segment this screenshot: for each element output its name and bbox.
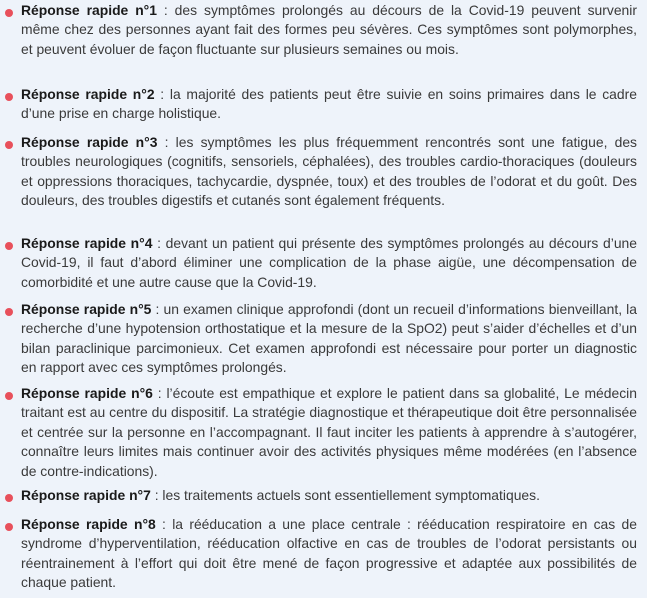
bullet-dot-icon xyxy=(5,141,13,149)
item-text: : la rééducation a une place centrale : rééducation respiratoire en cas de syndrome d’hyperventilation, rééducation olfactive en cas de troubles de l’odorat persistants ou réentrainement à l’effort qui doit être mené de façon progressive et adaptée aux possibilités de chaque patient. xyxy=(21,516,637,591)
bullet-dot-icon xyxy=(5,93,13,101)
bullet-dot-icon xyxy=(5,242,13,250)
item-label: Réponse rapide n°1 xyxy=(21,2,157,18)
item-label: Réponse rapide n°4 xyxy=(21,235,153,251)
bullet-dot-icon xyxy=(5,494,13,502)
item-paragraph xyxy=(21,85,637,124)
item-text: : devant un patient qui présente des symptômes prolongés au décours d’une Covid-19, il faut d’abord éliminer une complication de la phase aigüe, une décompensation de comorbidité et une autre cause que la Covid-19. xyxy=(21,235,637,290)
item-label: Réponse rapide n°5 xyxy=(21,301,152,317)
item-text: : un examen clinique approfondi (dont un recueil d’informations bienveillant, la recherche d’une hypotension orthostatique et la mesure de la SpO2) peut s’aider d’échelles et d’un bilan paraclinique parcimonieux. Cet examen approfondi est nécessaire pour porter un diagnostic en rapport avec ces symptômes prolongés. xyxy=(21,301,637,376)
item-label: Réponse rapide n°3 xyxy=(21,134,158,150)
bullet-dot-icon xyxy=(5,9,13,17)
item-text: : l’écoute est empathique et explore le patient dans sa globalité, Le médecin traitant est au centre du dispositif. La stratégie diagnostique et thérapeutique doit être personnalisée et centrée sur la personne en l’accompagnant. Il faut inciter les patients à apprendre à s’autogérer, connaître leurs limites mais continuer avoir des activités physiques même modérées (en l’absence de contre-indications). xyxy=(21,385,637,479)
bullet-dot-icon xyxy=(5,308,13,316)
item-text: : les traitements actuels sont essentiellement symptomatiques. xyxy=(150,487,540,503)
item-paragraph xyxy=(21,300,637,378)
item-label: Réponse rapide n°6 xyxy=(21,385,153,401)
item-text: : la majorité des patients peut être suivie en soins primaires dans le cadre d’une prise en charge holistique. xyxy=(21,86,637,122)
item-paragraph xyxy=(21,384,637,481)
item-text: : des symptômes prolongés au décours de la Covid-19 peuvent survenir même chez des personnes ayant fait des formes peu sévères. Ces symptômes sont polymorphes, et peuvent évoluer de façon fluctuante sur plusieurs semaines ou mois. xyxy=(21,2,637,57)
item-paragraph xyxy=(21,486,637,505)
bullet-dot-icon xyxy=(5,392,13,400)
item-paragraph xyxy=(21,1,637,59)
item-label: Réponse rapide n°7 xyxy=(21,487,151,503)
item-label: Réponse rapide n°8 xyxy=(21,516,156,532)
item-paragraph xyxy=(21,133,637,211)
item-text: : les symptômes les plus fréquemment rencontrés sont une fatigue, des troubles neurologiques (cognitifs, sensoriels, céphalées), des troubles cardio-thoraciques (douleurs et oppressions thoraciques, tachycardie, dyspnée, toux) et des troubles de l’odorat et du goût. Des douleurs, des troubles digestifs et cutanés sont également fréquents. xyxy=(21,134,637,209)
item-label: Réponse rapide n°2 xyxy=(21,86,155,102)
item-paragraph xyxy=(21,234,637,292)
item-paragraph xyxy=(21,515,637,593)
bullet-dot-icon xyxy=(5,523,13,531)
